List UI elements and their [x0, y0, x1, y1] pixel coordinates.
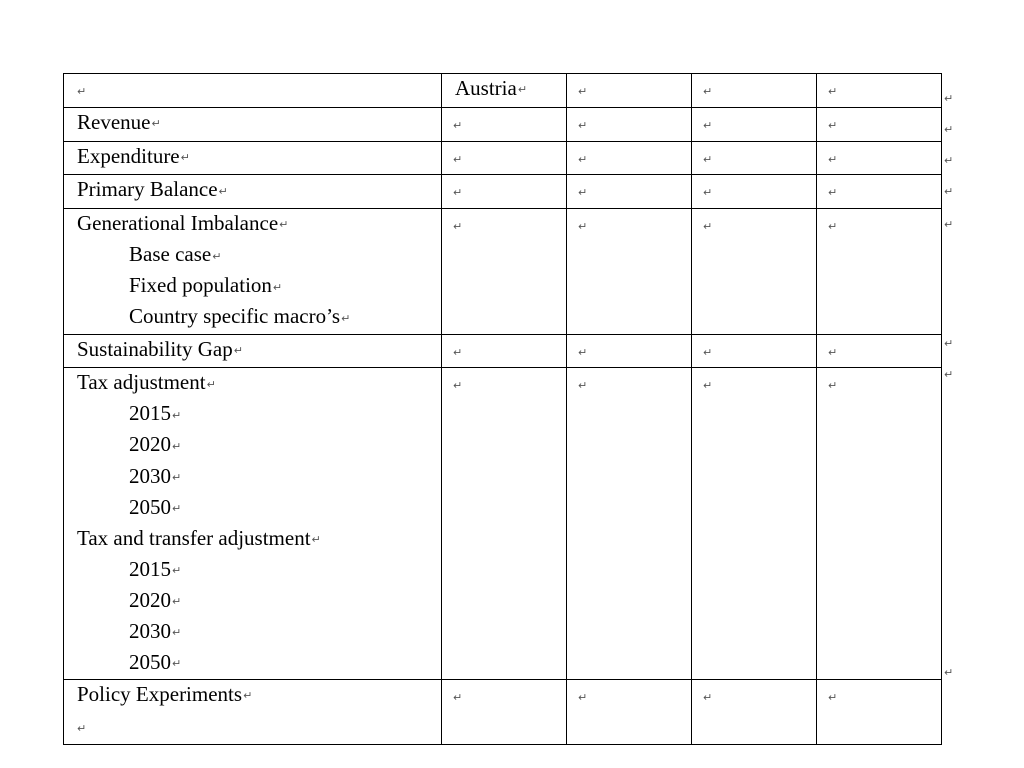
- row-label-generational-imbalance: Generational Imbalance: [77, 211, 279, 236]
- row-label-cell[interactable]: [64, 209, 442, 334]
- row-sublabel: Fixed population: [129, 273, 272, 298]
- table-cell[interactable]: [692, 334, 817, 368]
- row-sublabel: 2020: [129, 432, 171, 457]
- table-cell[interactable]: [442, 175, 567, 209]
- paragraph-mark-icon: ↵: [243, 689, 253, 703]
- row-label-revenue: Revenue: [77, 109, 151, 134]
- row-sublabel: 2030: [129, 618, 171, 643]
- paragraph-mark-icon: ↵: [578, 118, 588, 132]
- row-label-cell[interactable]: [64, 368, 442, 680]
- row-sublabel: Base case: [129, 242, 212, 267]
- table-cell[interactable]: [692, 209, 817, 334]
- paragraph-mark-icon: ↵: [828, 691, 838, 705]
- paragraph-mark-icon: ↵: [578, 220, 588, 234]
- paragraph-mark-icon: ↵: [77, 722, 87, 736]
- row-end-mark-icon: ↵: [944, 92, 954, 105]
- table-cell[interactable]: [817, 368, 942, 680]
- paragraph-mark-icon: ↵: [279, 218, 289, 232]
- row-label-cell[interactable]: [64, 107, 442, 141]
- table-header-row: [64, 74, 942, 108]
- row-sublabel: 2015: [129, 556, 171, 581]
- table-cell[interactable]: [567, 209, 692, 334]
- paragraph-mark-icon: ↵: [578, 691, 588, 705]
- paragraph-mark-icon: ↵: [703, 345, 713, 359]
- row-label-expenditure: Expenditure: [77, 143, 180, 168]
- paragraph-mark-icon: ↵: [453, 220, 463, 234]
- table-cell[interactable]: [567, 334, 692, 368]
- paragraph-mark-icon: ↵: [453, 691, 463, 705]
- paragraph-mark-icon: ↵: [453, 186, 463, 200]
- row-sublabel: 2050: [129, 494, 171, 519]
- row-label-sustainability-gap: Sustainability Gap: [77, 336, 233, 361]
- paragraph-mark-icon: ↵: [453, 345, 463, 359]
- row-sublabel: 2020: [129, 587, 171, 612]
- table-cell[interactable]: [442, 368, 567, 680]
- table-cell[interactable]: [442, 107, 567, 141]
- table-cell[interactable]: [692, 175, 817, 209]
- paragraph-mark-icon: ↵: [828, 85, 838, 98]
- column-header-cell[interactable]: [817, 74, 942, 108]
- paragraph-mark-icon: ↵: [578, 345, 588, 359]
- row-sublabel: 2015: [129, 401, 171, 426]
- paragraph-mark-icon: ↵: [828, 220, 838, 234]
- table-row: [64, 368, 942, 680]
- row-end-mark-icon: ↵: [944, 185, 954, 198]
- paragraph-mark-icon: ↵: [703, 220, 713, 234]
- paragraph-mark-icon: ↵: [828, 152, 838, 166]
- table-cell[interactable]: [442, 334, 567, 368]
- table-cell[interactable]: [817, 680, 942, 745]
- paragraph-mark-icon: ↵: [828, 379, 838, 393]
- table-cell[interactable]: [817, 141, 942, 175]
- paragraph-mark-icon: ↵: [453, 118, 463, 132]
- table-cell[interactable]: [567, 368, 692, 680]
- table-cell[interactable]: [567, 141, 692, 175]
- table-cell[interactable]: [692, 107, 817, 141]
- row-sublabel: 2050: [129, 650, 171, 674]
- paragraph-mark-icon: ↵: [172, 408, 182, 422]
- table-cell[interactable]: [817, 175, 942, 209]
- row-end-mark-icon: ↵: [944, 368, 954, 381]
- table-row: [64, 680, 942, 745]
- paragraph-mark-icon: ↵: [172, 501, 182, 515]
- table-cell[interactable]: [817, 334, 942, 368]
- paragraph-mark-icon: ↵: [172, 657, 182, 671]
- table-row: [64, 175, 942, 209]
- paragraph-mark-icon: ↵: [703, 186, 713, 200]
- row-label-cell[interactable]: [64, 334, 442, 368]
- row-label-tax-adjustment: Tax adjustment: [77, 370, 206, 395]
- column-header-cell[interactable]: [692, 74, 817, 108]
- paragraph-mark-icon: ↵: [77, 85, 87, 98]
- column-header-cell[interactable]: [567, 74, 692, 108]
- table-cell[interactable]: [567, 175, 692, 209]
- paragraph-mark-icon: ↵: [172, 595, 182, 609]
- paragraph-mark-icon: ↵: [311, 532, 321, 546]
- table-cell[interactable]: [567, 680, 692, 745]
- paragraph-mark-icon: ↵: [828, 118, 838, 132]
- column-header-austria: Austria: [455, 76, 517, 100]
- row-end-mark-icon: ↵: [944, 123, 954, 136]
- table-cell[interactable]: [692, 141, 817, 175]
- table-row: [64, 141, 942, 175]
- paragraph-mark-icon: ↵: [703, 152, 713, 166]
- row-sublabel: 2030: [129, 463, 171, 488]
- table-cell[interactable]: [567, 107, 692, 141]
- paragraph-mark-icon: ↵: [172, 626, 182, 640]
- paragraph-mark-icon: ↵: [578, 152, 588, 166]
- row-end-mark-icon: ↵: [944, 218, 954, 231]
- paragraph-mark-icon: ↵: [172, 564, 182, 578]
- row-end-mark-icon: ↵: [944, 666, 954, 679]
- paragraph-mark-icon: ↵: [703, 379, 713, 393]
- paragraph-mark-icon: ↵: [703, 85, 713, 98]
- row-end-mark-icon: ↵: [944, 154, 954, 167]
- row-label-policy-experiments: Policy Experiments: [77, 682, 243, 707]
- paragraph-mark-icon: ↵: [703, 118, 713, 132]
- paragraph-mark-icon: ↵: [272, 280, 283, 294]
- paragraph-mark-icon: ↵: [578, 186, 588, 200]
- paragraph-mark-icon: ↵: [172, 439, 182, 453]
- table-cell[interactable]: [442, 680, 567, 745]
- paragraph-mark-icon: ↵: [453, 379, 463, 393]
- paragraph-mark-icon: ↵: [578, 85, 588, 98]
- paragraph-mark-icon: ↵: [151, 117, 161, 131]
- table-cell[interactable]: [442, 209, 567, 334]
- row-end-mark-icon: ↵: [944, 337, 954, 350]
- paragraph-mark-icon: ↵: [172, 470, 182, 484]
- row-label-cell[interactable]: [64, 680, 442, 745]
- table-row: [64, 107, 942, 141]
- paragraph-mark-icon: ↵: [578, 379, 588, 393]
- paragraph-mark-icon: ↵: [453, 152, 463, 166]
- paragraph-mark-icon: ↵: [517, 83, 528, 97]
- document-table: [63, 73, 942, 745]
- column-header-cell[interactable]: [442, 74, 567, 108]
- paragraph-mark-icon: ↵: [703, 691, 713, 705]
- table-row: [64, 334, 942, 368]
- row-sublabel: Country specific macro’s: [129, 304, 341, 329]
- row-label-primary-balance: Primary Balance: [77, 177, 218, 202]
- paragraph-mark-icon: ↵: [828, 345, 838, 359]
- table-row: [64, 209, 942, 334]
- row-label-cell[interactable]: [64, 175, 442, 209]
- paragraph-mark-icon: ↵: [341, 311, 351, 325]
- paragraph-mark-icon: ↵: [180, 150, 190, 164]
- paragraph-mark-icon: ↵: [212, 249, 222, 263]
- table-cell[interactable]: [442, 141, 567, 175]
- table-cell[interactable]: [692, 680, 817, 745]
- paragraph-mark-icon: ↵: [233, 343, 243, 357]
- paragraph-mark-icon: ↵: [206, 377, 216, 391]
- table-cell[interactable]: [692, 368, 817, 680]
- row-label-cell[interactable]: [64, 141, 442, 175]
- header-label-cell[interactable]: [64, 74, 442, 108]
- table-cell[interactable]: [817, 107, 942, 141]
- paragraph-mark-icon: ↵: [218, 184, 228, 198]
- row-label-tax-and-transfer-adjustment: Tax and transfer adjustment: [77, 525, 311, 550]
- paragraph-mark-icon: ↵: [828, 186, 838, 200]
- table-cell[interactable]: [817, 209, 942, 334]
